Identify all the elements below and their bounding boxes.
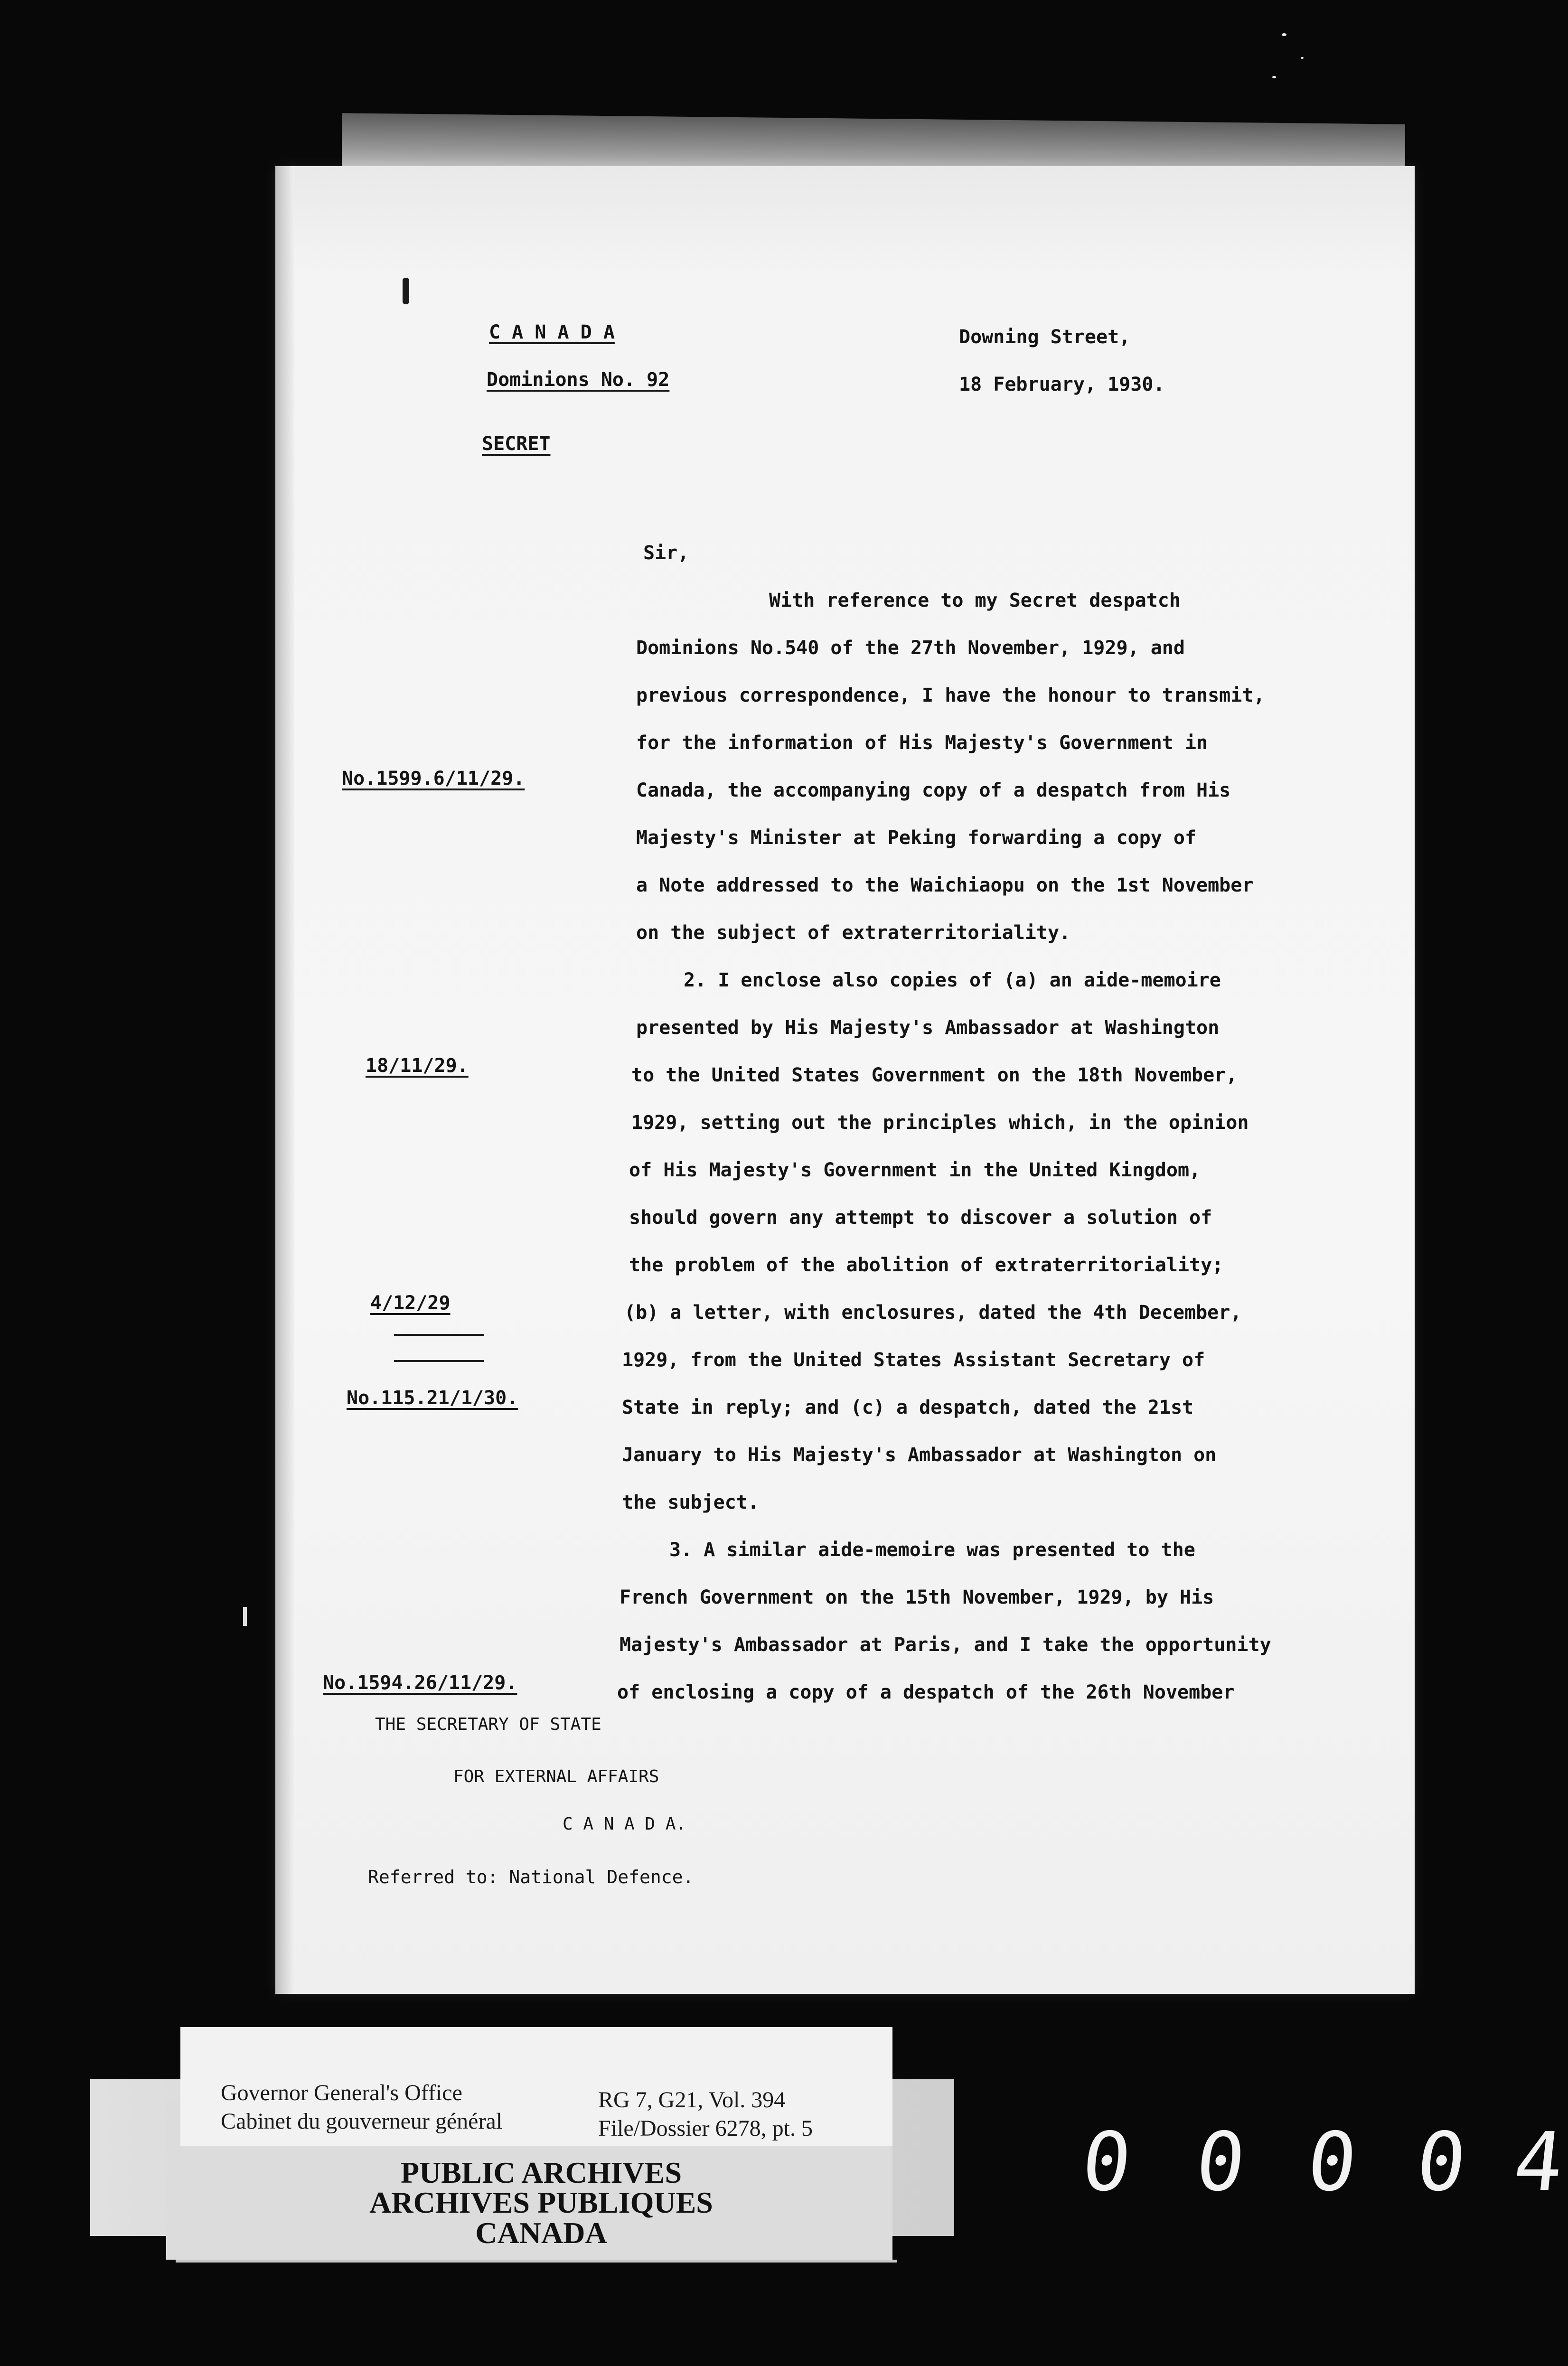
frame-digit: 0 xyxy=(1303,2115,1361,2209)
body-line: Majesty's Minister at Peking forwarding a copy of xyxy=(636,827,1197,849)
body-line: on the subject of extraterritoriality. xyxy=(636,922,1071,944)
margin-reference: 18/11/29. xyxy=(366,1055,469,1077)
margin-reference: No.115.21/1/30. xyxy=(347,1387,518,1409)
body-line: (b) a letter, with enclosures, dated the 4th December, xyxy=(624,1302,1242,1324)
margin-reference: 4/12/29 xyxy=(370,1292,451,1314)
label-office-en: Governor General's Office xyxy=(221,2080,462,2105)
margin-rule xyxy=(394,1334,484,1336)
label-file: File/Dossier 6278, pt. 5 xyxy=(598,2116,813,2141)
referred-to-note: Referred to: National Defence. xyxy=(368,1867,694,1887)
body-line: presented by His Majesty's Ambassador at Washington xyxy=(636,1017,1220,1039)
frame-digit: 0 xyxy=(1412,2115,1471,2209)
margin-rule xyxy=(394,1360,484,1362)
body-line: 2. I enclose also copies of (a) an aide-memoire xyxy=(684,969,1221,991)
body-line: a Note addressed to the Waichiaopu on the 1st November xyxy=(636,874,1254,896)
heading-address: Downing Street, xyxy=(959,326,1131,348)
body-line: of His Majesty's Government in the United Kingdom, xyxy=(629,1159,1201,1181)
label-bottom-edge xyxy=(176,2260,897,2263)
body-line: of enclosing a copy of a despatch of the 26th November xyxy=(617,1681,1235,1703)
body-line: January to His Majesty's Ambassador at Washington on xyxy=(622,1444,1217,1466)
body-line: 1929, setting out the principles which, in the opinion xyxy=(631,1112,1249,1134)
body-line: should govern any attempt to discover a solution of xyxy=(629,1207,1212,1229)
salutation: Sir, xyxy=(643,542,689,564)
binder-mark xyxy=(403,278,409,304)
label-office-fr: Cabinet du gouverneur général xyxy=(221,2109,503,2134)
binder-mark xyxy=(243,1607,247,1626)
margin-reference: No.1594.26/11/29. xyxy=(323,1672,517,1694)
archives-line: PUBLIC ARCHIVES xyxy=(400,2156,682,2189)
body-line: 3. A similar aide-memoire was presented to the xyxy=(669,1539,1195,1561)
body-line: French Government on the 15th November, 1929, by His xyxy=(620,1587,1214,1608)
body-line: the subject. xyxy=(622,1492,759,1513)
addressee-line: C A N A D A. xyxy=(563,1814,686,1834)
film-speck xyxy=(1282,33,1286,36)
body-line: previous correspondence, I have the honour to transmit, xyxy=(636,685,1265,706)
body-line: State in reply; and (c) a despatch, dated the 21st xyxy=(622,1397,1194,1418)
heading-classification: SECRET xyxy=(482,433,551,455)
body-line: With reference to my Secret despatch xyxy=(769,590,1181,611)
body-line: for the information of His Majesty's Government in xyxy=(636,732,1208,754)
margin-reference: No.1599.6/11/29. xyxy=(342,768,525,789)
label-reference: RG 7, G21, Vol. 394 xyxy=(598,2087,786,2112)
addressee-line: THE SECRETARY OF STATE xyxy=(375,1715,601,1734)
heading-date: 18 February, 1930. xyxy=(959,374,1165,395)
film-speck xyxy=(1301,57,1304,59)
body-line: Dominions No.540 of the 27th November, 1929, and xyxy=(636,637,1185,659)
body-line: the problem of the abolition of extraterritoriality; xyxy=(629,1254,1224,1276)
heading-dispatch-number: Dominions No. 92 xyxy=(487,369,670,391)
addressee-line: FOR EXTERNAL AFFAIRS xyxy=(453,1767,659,1786)
frame-digit: 0 xyxy=(1077,2115,1136,2209)
frame-digit: 0 xyxy=(1191,2115,1250,2209)
archives-line: CANADA xyxy=(475,2216,607,2250)
body-line: Majesty's Ambassador at Paris, and I take the opportunity xyxy=(620,1634,1271,1656)
archives-line: ARCHIVES PUBLIQUES xyxy=(369,2186,713,2219)
body-line: to the United States Government on the 18th November, xyxy=(631,1064,1238,1086)
body-line: Canada, the accompanying copy of a despatch from His xyxy=(636,779,1231,801)
frame-digit: 4 xyxy=(1509,2115,1568,2209)
film-speck xyxy=(1272,76,1276,78)
heading-country: C A N A D A xyxy=(489,321,615,343)
page-left-edge xyxy=(275,166,294,1994)
body-line: 1929, from the United States Assistant Secretary of xyxy=(622,1349,1205,1371)
